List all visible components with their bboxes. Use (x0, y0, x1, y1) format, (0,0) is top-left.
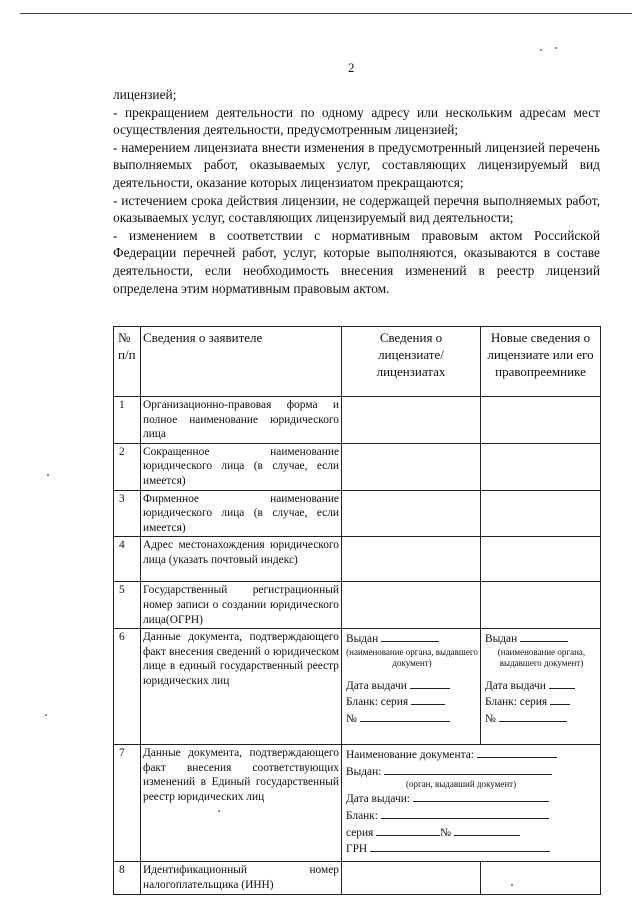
row-number: 4 (114, 537, 141, 582)
scan-speck (555, 47, 557, 49)
paragraph: - изменением в соответствии с нормативным правовым актом Российской Федерации перечней работ, услуг, которые выполняются, оказываются в составе деятельности, если необходимость внесения изменений в реестр лицензий определена этим нормативным правовым актом. (113, 227, 600, 296)
row-label: Фирменное наименование юридического лица (в случае, если имеется) (141, 490, 342, 537)
new-info-cell (481, 537, 601, 582)
issue-date-line (410, 677, 450, 689)
applicant-info-table (113, 326, 601, 895)
issued-label: Выдан (485, 633, 518, 646)
table-row (114, 443, 601, 490)
table-header-row (114, 327, 601, 397)
grn-line (370, 840, 550, 852)
paragraph: - намерением лицензиата внести изменения в предусмотренный лицензией перечень выполняемых работ, оказываемых услуг, составляющих лицензируемый вид деятельности, оказание которых лицензиатом прекращаются; (113, 139, 600, 190)
number-line (454, 824, 520, 836)
series-label: серия (346, 826, 374, 839)
form-line (381, 807, 549, 819)
scan-speck (47, 474, 49, 476)
new-info-cell (481, 443, 601, 490)
new-info-cell (481, 862, 601, 895)
number-label: № (485, 712, 496, 725)
form-series-label: Бланк: серия (485, 696, 548, 709)
issuer-note: (орган, выдавший документ) (406, 779, 517, 790)
row-label: Идентификационный номер налогоплательщика (ИНН) (141, 862, 342, 895)
number-label: № (346, 712, 357, 725)
top-rule (20, 13, 632, 14)
form-label: Бланк: (346, 809, 378, 822)
paragraph: - истечением срока действия лицензии, не содержащей перечня выполняемых работ, оказываемых услуг, составляющих лицензируемый вид деятельности; (113, 192, 600, 226)
doc-name-line (477, 746, 557, 758)
issue-date-label: Дата выдачи (346, 679, 407, 692)
table-row (114, 397, 601, 444)
licensee-cell (342, 490, 481, 537)
licensee-cell (342, 862, 481, 895)
issue-date-label: Дата выдачи: (346, 793, 410, 806)
issued-line (520, 630, 568, 642)
issued-line (381, 630, 439, 642)
licensee-cell (342, 537, 481, 582)
new-info-cell (481, 490, 601, 537)
table-row (114, 582, 601, 629)
scan-speck (540, 49, 542, 51)
number-line (360, 710, 450, 722)
series-line (376, 824, 440, 836)
scan-speck (45, 714, 47, 716)
row-number: 7 (114, 745, 141, 862)
doc-name-label: Наименование документа: (346, 749, 474, 762)
number-label: № (440, 826, 452, 839)
table-row (114, 629, 601, 745)
paragraph: лицензией; (113, 87, 177, 102)
licensee-cell (342, 629, 481, 745)
issue-date-line (549, 677, 575, 689)
row-label: Государственный регистрационный номер записи о создании юридического лица(ОГРН) (141, 582, 342, 629)
scan-speck (218, 810, 220, 812)
table-row (114, 490, 601, 537)
document-details-cell (342, 745, 601, 862)
row-number: 1 (114, 397, 141, 444)
row-label: Данные документа, подтверждающего факт внесения сведений о юридическом лице в единый государственный реестр юридических лиц (141, 629, 342, 745)
row-number: 5 (114, 582, 141, 629)
issued-line (384, 763, 552, 775)
issue-date-line (413, 790, 549, 802)
row-number: 8 (114, 862, 141, 895)
issuer-note: (наименование органа, выдавшего документ) (497, 646, 586, 668)
body-text (113, 86, 600, 297)
row-label: Адрес местонахождения юридического лица (указать почтовый индекс) (141, 537, 342, 582)
row-number: 2 (114, 443, 141, 490)
licensee-cell (342, 443, 481, 490)
row-number: 3 (114, 490, 141, 537)
issue-date-label: Дата выдачи (485, 679, 546, 692)
scan-speck (511, 884, 513, 886)
header-num: № п/п (114, 327, 141, 397)
header-applicant: Сведения о заявителе (141, 327, 342, 397)
header-new-info: Новые сведения о лицензиате или его правопреемнике (481, 327, 601, 397)
licensee-cell (342, 397, 481, 444)
issued-label: Выдан: (346, 765, 382, 778)
grn-label: ГРН (346, 843, 368, 856)
header-licensee: Сведения о лицензиате/ лицензиатах (342, 327, 481, 397)
form-series-line (550, 693, 570, 705)
number-line (499, 710, 567, 722)
new-info-cell (481, 629, 601, 745)
row-label: Организационно-правовая форма и полное наименование юридического лица (141, 397, 342, 444)
row-label: Данные документа, подтверждающего факт внесения соответствующих изменений в Единый государственный реестр юридических лиц (141, 745, 342, 862)
page-number: 2 (348, 60, 355, 75)
table-row (114, 862, 601, 895)
table-row (114, 537, 601, 582)
table-row (114, 745, 601, 862)
form-series-line (411, 693, 445, 705)
form-series-label: Бланк: серия (346, 696, 409, 709)
paragraph: - прекращением деятельности по одному адресу или нескольким адресам мест осуществления деятельности, предусмотренным лицензией; (113, 104, 600, 138)
licensee-cell (342, 582, 481, 629)
issuer-note: (наименование органа, выдавшего документ) (346, 646, 478, 668)
row-number: 6 (114, 629, 141, 745)
issued-label: Выдан (346, 633, 379, 646)
new-info-cell (481, 397, 601, 444)
new-info-cell (481, 582, 601, 629)
row-label: Сокращенное наименование юридического лица (в случае, если имеется) (141, 443, 342, 490)
